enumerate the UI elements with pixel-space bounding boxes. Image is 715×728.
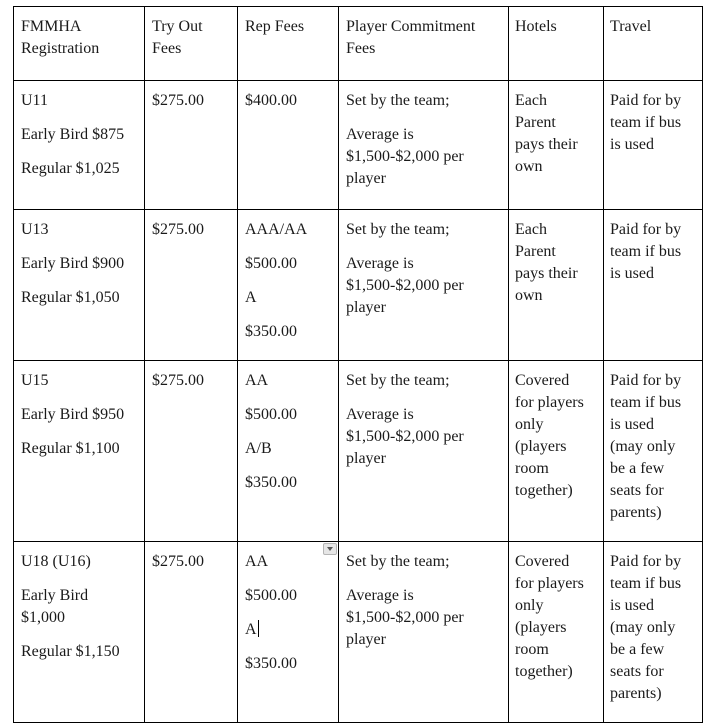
hotels-text: Covered [515, 553, 570, 570]
early-bird-price: Early Bird $950 [21, 406, 125, 423]
cell-travel[interactable] [604, 542, 703, 723]
cell-travel[interactable] [604, 361, 703, 542]
cell-hotels[interactable] [509, 81, 604, 210]
travel-text: parents) [610, 504, 662, 521]
hotels-text: Each [515, 92, 547, 109]
cell-travel[interactable] [604, 210, 703, 361]
travel-text: (may only [610, 619, 676, 636]
rep-fee: $350.00 [245, 655, 297, 672]
commitment-set: Set by the team; [346, 553, 450, 570]
commitment-average: Average is [346, 587, 414, 604]
rep-fee: $400.00 [245, 92, 297, 109]
regular-price: Regular $1,025 [21, 160, 120, 177]
rep-fee: $500.00 [245, 587, 297, 604]
header-text: Player Commitment [346, 18, 476, 35]
hotels-text: room [515, 641, 549, 658]
travel-text: is used [610, 597, 654, 614]
hotels-text: only [515, 597, 544, 614]
header-hotels[interactable] [509, 7, 604, 81]
commitment-average: player [346, 170, 386, 187]
cell-rep-fees[interactable] [238, 81, 339, 210]
early-bird-text: $1,000 [21, 609, 65, 626]
tryout-fee: $275.00 [152, 221, 204, 238]
cell-tryout[interactable] [145, 210, 238, 361]
header-text: Rep Fees [245, 18, 305, 35]
rep-level: AA [245, 553, 269, 570]
rep-fee: $350.00 [245, 474, 297, 491]
tryout-fee: $275.00 [152, 372, 204, 389]
commitment-average: $1,500-$2,000 per [346, 428, 464, 445]
cell-registration[interactable] [14, 542, 145, 723]
header-text: Try Out [152, 18, 203, 35]
travel-text: Paid for by [610, 553, 682, 570]
cell-commitment[interactable] [339, 361, 509, 542]
header-text: Hotels [515, 18, 557, 35]
rep-level-editing[interactable] [245, 619, 331, 641]
hotels-text: pays their [515, 265, 578, 282]
commitment-average: Average is [346, 255, 414, 272]
cell-commitment[interactable] [339, 542, 509, 723]
travel-text: is used [610, 265, 654, 282]
commitment-average: $1,500-$2,000 per [346, 277, 464, 294]
division-label: U18 (U16) [21, 553, 91, 570]
header-rep-fees[interactable] [238, 7, 339, 81]
rep-level: A/B [245, 440, 272, 457]
hotels-text: own [515, 287, 543, 304]
hotels-text: (players [515, 438, 567, 455]
header-text: FMMHA [21, 18, 82, 35]
hotels-text: Parent [515, 243, 556, 260]
rep-level: A [245, 289, 257, 306]
text-cursor [258, 620, 259, 637]
travel-text: is used [610, 136, 654, 153]
regular-price: Regular $1,150 [21, 643, 120, 660]
rep-level: AA [245, 372, 269, 389]
header-registration[interactable] [14, 7, 145, 81]
commitment-set: Set by the team; [346, 221, 450, 238]
commitment-average: player [346, 299, 386, 316]
travel-text: parents) [610, 685, 662, 702]
commitment-average: player [346, 450, 386, 467]
travel-text: seats for [610, 482, 664, 499]
travel-text: team if bus [610, 243, 682, 260]
commitment-average: player [346, 631, 386, 648]
commitment-average: $1,500-$2,000 per [346, 609, 464, 626]
fees-table [13, 6, 703, 723]
cell-tryout[interactable] [145, 542, 238, 723]
header-text: Travel [610, 18, 652, 35]
hotels-text: Parent [515, 114, 556, 131]
cell-registration[interactable] [14, 361, 145, 542]
travel-text: Paid for by [610, 221, 682, 238]
travel-text: is used [610, 416, 654, 433]
hotels-text: only [515, 416, 544, 433]
hotels-text: together) [515, 482, 573, 499]
tryout-fee: $275.00 [152, 92, 204, 109]
table-row-u18 [14, 542, 703, 723]
early-bird-text: Early Bird [21, 587, 89, 604]
rep-fee: $500.00 [245, 255, 297, 272]
commitment-average: $1,500-$2,000 per [346, 148, 464, 165]
cell-tryout[interactable] [145, 361, 238, 542]
travel-text: seats for [610, 663, 664, 680]
hotels-text: pays their [515, 136, 578, 153]
table-row-u11 [14, 81, 703, 210]
tryout-fee: $275.00 [152, 553, 204, 570]
travel-text: (may only [610, 438, 676, 455]
hotels-text: Each [515, 221, 547, 238]
hotels-text: for players [515, 575, 584, 592]
cell-registration[interactable] [14, 81, 145, 210]
commitment-set: Set by the team; [346, 92, 450, 109]
cell-dropdown-icon[interactable] [323, 543, 337, 555]
cell-hotels[interactable] [509, 542, 604, 723]
hotels-text: Covered [515, 372, 570, 389]
cell-commitment[interactable] [339, 81, 509, 210]
regular-price: Regular $1,050 [21, 289, 120, 306]
commitment-average: Average is [346, 126, 414, 143]
travel-text: team if bus [610, 394, 682, 411]
early-bird-price [21, 585, 137, 629]
cell-rep-fees[interactable] [238, 361, 339, 542]
hotels-text: own [515, 158, 543, 175]
cell-hotels[interactable] [509, 210, 604, 361]
rep-level: A [245, 621, 257, 638]
travel-text: be a few [610, 641, 665, 658]
hotels-text: (players [515, 619, 567, 636]
early-bird-price: Early Bird $900 [21, 255, 125, 272]
header-commitment-fees[interactable] [339, 7, 509, 81]
commitment-set: Set by the team; [346, 372, 450, 389]
table-row-u15 [14, 361, 703, 542]
rep-fee: $500.00 [245, 406, 297, 423]
early-bird-price: Early Bird $875 [21, 126, 125, 143]
travel-text: Paid for by [610, 92, 682, 109]
commitment-average: Average is [346, 406, 414, 423]
table-row-u13 [14, 210, 703, 361]
travel-text: Paid for by [610, 372, 682, 389]
hotels-text: room [515, 460, 549, 477]
division-label: U15 [21, 372, 49, 389]
regular-price: Regular $1,100 [21, 440, 120, 457]
cell-commitment[interactable] [339, 210, 509, 361]
division-label: U13 [21, 221, 49, 238]
cell-rep-fees[interactable] [238, 542, 339, 723]
hotels-text: together) [515, 663, 573, 680]
rep-level: AAA/AA [245, 221, 308, 238]
header-text: Fees [152, 40, 182, 57]
header-text: Registration [21, 40, 100, 57]
rep-fee: $350.00 [245, 323, 297, 340]
header-travel[interactable] [604, 7, 703, 81]
header-text: Fees [346, 40, 376, 57]
header-tryout-fees[interactable] [145, 7, 238, 81]
cell-travel[interactable] [604, 81, 703, 210]
travel-text: team if bus [610, 575, 682, 592]
travel-text: be a few [610, 460, 665, 477]
division-label: U11 [21, 92, 48, 109]
hotels-text: for players [515, 394, 584, 411]
table-header-row [14, 7, 703, 81]
cell-rep-fees[interactable] [238, 210, 339, 361]
cell-registration[interactable] [14, 210, 145, 361]
cell-tryout[interactable] [145, 81, 238, 210]
cell-hotels[interactable] [509, 361, 604, 542]
travel-text: team if bus [610, 114, 682, 131]
